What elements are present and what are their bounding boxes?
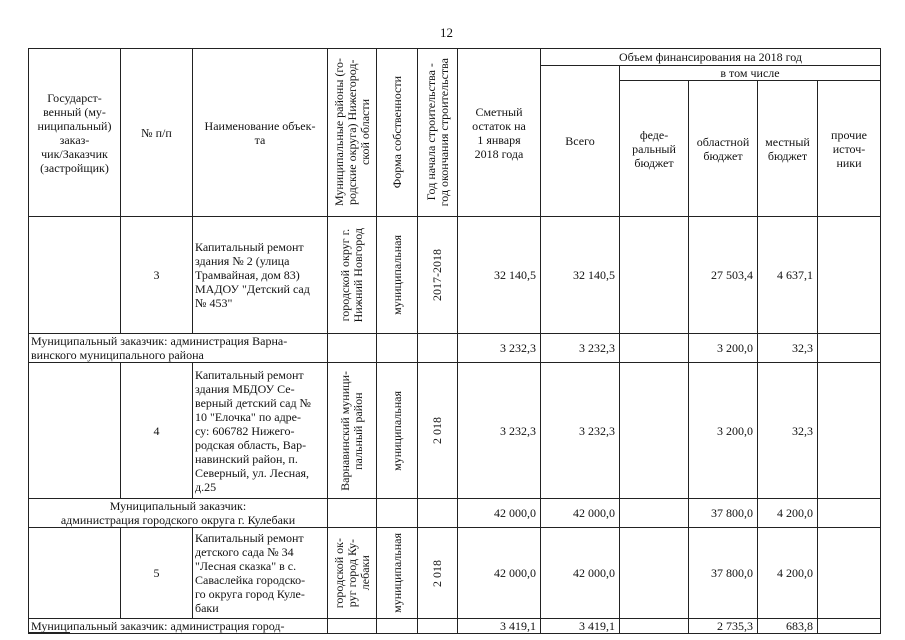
row-number: 4 [121,363,193,499]
header-other: прочие источ- ники [818,81,881,217]
header-ownership: Форма собственности [377,49,418,217]
federal-cell [620,217,689,334]
empty-cell [377,499,418,528]
header-years: Год начала строительства - год окончания строительства [418,49,458,217]
federal-cell [620,363,689,499]
customer-group-row [29,499,881,528]
total-cell: 3 419,1 [541,619,620,634]
years-cell: 2 018 [418,363,458,499]
regional-cell: 27 503,4 [689,217,758,334]
object-name: Капитальный ремонт детского сада № 34 "Лесная сказка" в с. Саваслейка городско- го округа город Куле- баки [193,528,328,619]
header-estimate: Сметный остаток на 1 января 2018 года [458,49,541,217]
object-name: Капитальный ремонт здания МБДОУ Се- верный детский сад № 10 "Елочка" по адре- су: 606782 Нижего- родская область, Вар- навинский район, п. Северный, ул. Лесная, д.25 [193,363,328,499]
other-cell [818,528,881,619]
other-cell [818,499,881,528]
estimate-cell: 32 140,5 [458,217,541,334]
estimate-cell: 42 000,0 [458,528,541,619]
header-regional: областной бюджет [689,81,758,217]
local-cell: 683,8 [758,619,818,634]
header-districts: Муниципальные районы (го- родские округа) Нижегород- ской области [328,49,377,217]
local-cell: 4 637,1 [758,217,818,334]
other-cell [818,619,881,634]
federal-cell [620,619,689,634]
empty-cell [328,334,377,363]
object-row [29,528,881,619]
total-cell: 42 000,0 [541,528,620,619]
regional-cell: 3 200,0 [689,334,758,363]
header-financing: Объем финансирования на 2018 год [541,49,881,66]
customer-cell-empty [29,217,121,334]
row-number: 5 [121,528,193,619]
customer-cell-empty [29,363,121,499]
district-cell: городской округ г. Нижний Новгород [328,217,377,334]
district-cell: городской ок- руг город Ку- лебаки [328,528,377,619]
empty-cell [328,619,377,634]
footnote-separator [28,632,70,633]
customer-group-label: Муниципальный заказчик: администрация Варна- винского муниципального района [29,334,328,363]
customer-group-label: Муниципальный заказчик: администрация город- [29,619,328,634]
header-customer: Государст- венный (му- ниципальный) заказ- чик/Заказчик (застройщик) [29,49,121,217]
federal-cell [620,334,689,363]
other-cell [818,363,881,499]
estimate-cell: 3 232,3 [458,334,541,363]
estimate-cell: 42 000,0 [458,499,541,528]
estimate-cell: 3 232,3 [458,363,541,499]
header-row-1 [29,49,881,66]
regional-cell: 2 735,3 [689,619,758,634]
customer-group-label: Муниципальный заказчик: администрация городского округа г. Кулебаки [29,499,328,528]
ownership-cell: муниципальная [377,217,418,334]
local-cell: 4 200,0 [758,499,818,528]
other-cell [818,217,881,334]
district-cell: Варнавинский муници- пальный район [328,363,377,499]
row-number: 3 [121,217,193,334]
other-cell [818,334,881,363]
customer-cell-empty [29,528,121,619]
empty-cell [418,334,458,363]
total-cell: 3 232,3 [541,363,620,499]
header-object-name: Наименование объек- та [193,49,328,217]
regional-cell: 37 800,0 [689,528,758,619]
object-row [29,363,881,499]
total-cell: 42 000,0 [541,499,620,528]
header-including: в том числе [620,66,881,81]
object-name: Капитальный ремонт здания № 2 (улица Трамвайная, дом 83) МАДОУ "Детский сад № 453" [193,217,328,334]
local-cell: 32,3 [758,363,818,499]
empty-cell [377,334,418,363]
header-local: местный бюджет [758,81,818,217]
regional-cell: 3 200,0 [689,363,758,499]
customer-group-row [29,334,881,363]
empty-cell [418,619,458,634]
header-number: № п/п [121,49,193,217]
local-cell: 32,3 [758,334,818,363]
local-cell: 4 200,0 [758,528,818,619]
empty-cell [328,499,377,528]
header-total: Всего [541,66,620,217]
customer-group-row [29,619,881,634]
federal-cell [620,499,689,528]
total-cell: 32 140,5 [541,217,620,334]
years-cell: 2017-2018 [418,217,458,334]
header-federal: феде- ральный бюджет [620,81,689,217]
federal-cell [620,528,689,619]
total-cell: 3 232,3 [541,334,620,363]
financing-table [28,48,881,634]
ownership-cell: муниципальная [377,363,418,499]
empty-cell [377,619,418,634]
ownership-cell: муниципальная [377,528,418,619]
regional-cell: 37 800,0 [689,499,758,528]
estimate-cell: 3 419,1 [458,619,541,634]
empty-cell [418,499,458,528]
page-number: 12 [440,25,453,40]
object-row [29,217,881,334]
years-cell: 2 018 [418,528,458,619]
